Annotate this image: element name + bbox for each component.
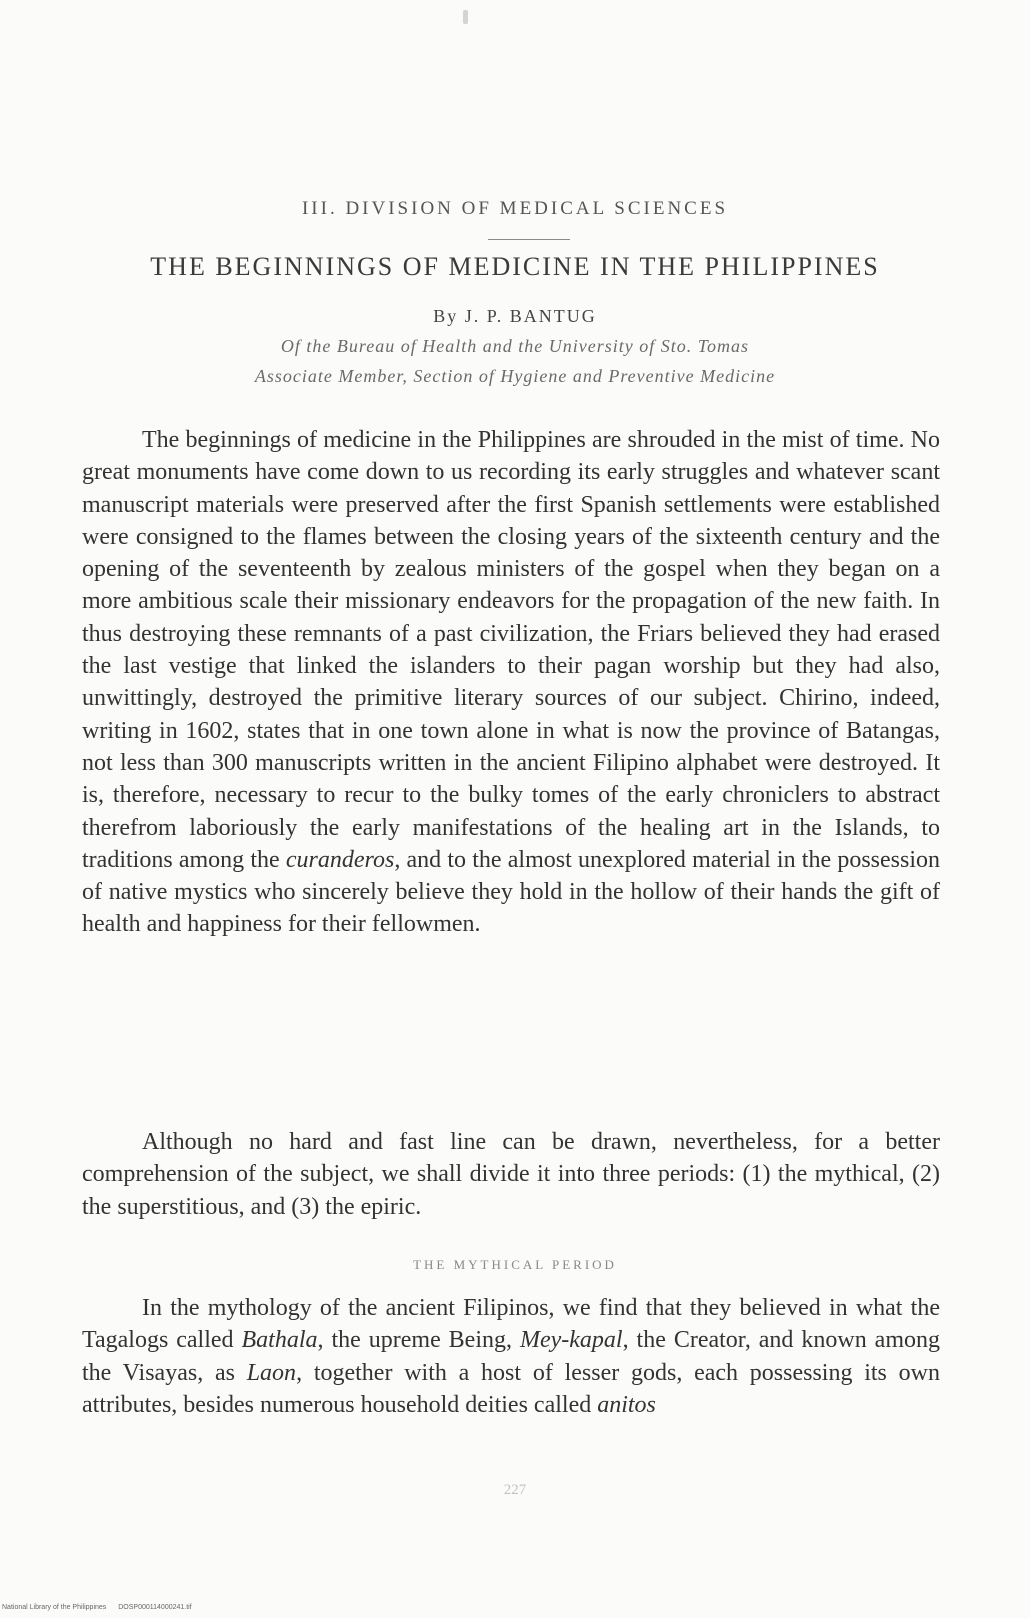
paragraph-3-italic-2: Mey-kapal (519, 1327, 623, 1354)
paragraph-1-text-b: , and to the almost unexplored material in the possession of native mystics who sincerely believe they hold in the hollow of their hands the gift of health and happiness for their fellowmen. (82, 846, 940, 938)
article-title: THE BEGINNINGS OF MEDICINE IN THE PHILIPPINES (150, 252, 880, 281)
author-byline: By J. P. BANTUG (433, 306, 597, 326)
footer-library: National Library of the Philippines (2, 1604, 107, 1611)
scan-speck (463, 10, 468, 24)
footer-file-id: DOSP000114000241.tif (118, 1604, 192, 1611)
paragraph-3-text-c: , the Creator, and known among the Visayas, as (82, 1327, 940, 1386)
page-number: 227 (503, 1482, 527, 1498)
scan-footer (2, 1604, 202, 1611)
title-divider (488, 239, 570, 240)
paragraph-3-italic-1: Bathala (241, 1327, 318, 1354)
paragraph-3-italic-3: Laon (246, 1359, 297, 1386)
section-heading: THE MYTHICAL PERIOD (413, 1257, 617, 1272)
body-paragraph-1 (82, 424, 940, 941)
author-affiliation-2: Associate Member, Section of Hygiene and Preventive Medicine (254, 366, 776, 386)
body-paragraph-3 (82, 1292, 940, 1421)
division-heading: III. DIVISION OF MEDICAL SCIENCES (301, 198, 729, 219)
paragraph-3-italic-4: anitos (597, 1391, 656, 1418)
paragraph-3-text-a: In the mythology of the ancient Filipinos, we find that they believed in what the Tagalogs called (82, 1295, 940, 1354)
paragraph-1-text-a: The beginnings of medicine in the Philippines are shrouded in the mist of time. No great monuments have come down to us recording its early struggles and whatever scant manuscript materials were preserved after the first Spanish settlements were established were consigned to the flames between the closing years of the sixteenth century and the opening of the seventeenth by zealous ministers of the gospel when they began on a more ambitious scale their missionary endeavors for the propagation of the new faith. In thus destroying these remnants of a past civilization, the Friars believed they had erased the last vestige that linked the islanders to their pagan worship but they had also, unwittingly, destroyed the primitive literary sources of our subject. Chirino, indeed, writing in 1602, states that in one town alone in what is now the province of Batangas, not less than 300 manuscripts written in the ancient Filipino alphabet were destroyed. It is, therefore, necessary to recur to the bulky tomes of the early chroniclers to abstract therefrom laboriously the early manifestations of the healing art in the Islands, to traditions among the (82, 427, 940, 873)
paragraph-1-italic: curanderos (285, 846, 395, 873)
body-paragraph-2 (82, 1126, 940, 1223)
paragraph-3-text-d: , together with a host of lesser gods, each possessing its own attributes, besides numerous household deities called (82, 1359, 940, 1418)
paragraph-2-text: Although no hard and fast line can be drawn, nevertheless, for a better comprehension of the subject, we shall divide it into three periods: (1) the mythical, (2) the superstitious, and (3) the epiric. (82, 1129, 940, 1220)
author-affiliation-1: Of the Bureau of Health and the University of Sto. Tomas (280, 336, 750, 356)
paragraph-3-text-b: , the upreme Being, (317, 1327, 520, 1354)
